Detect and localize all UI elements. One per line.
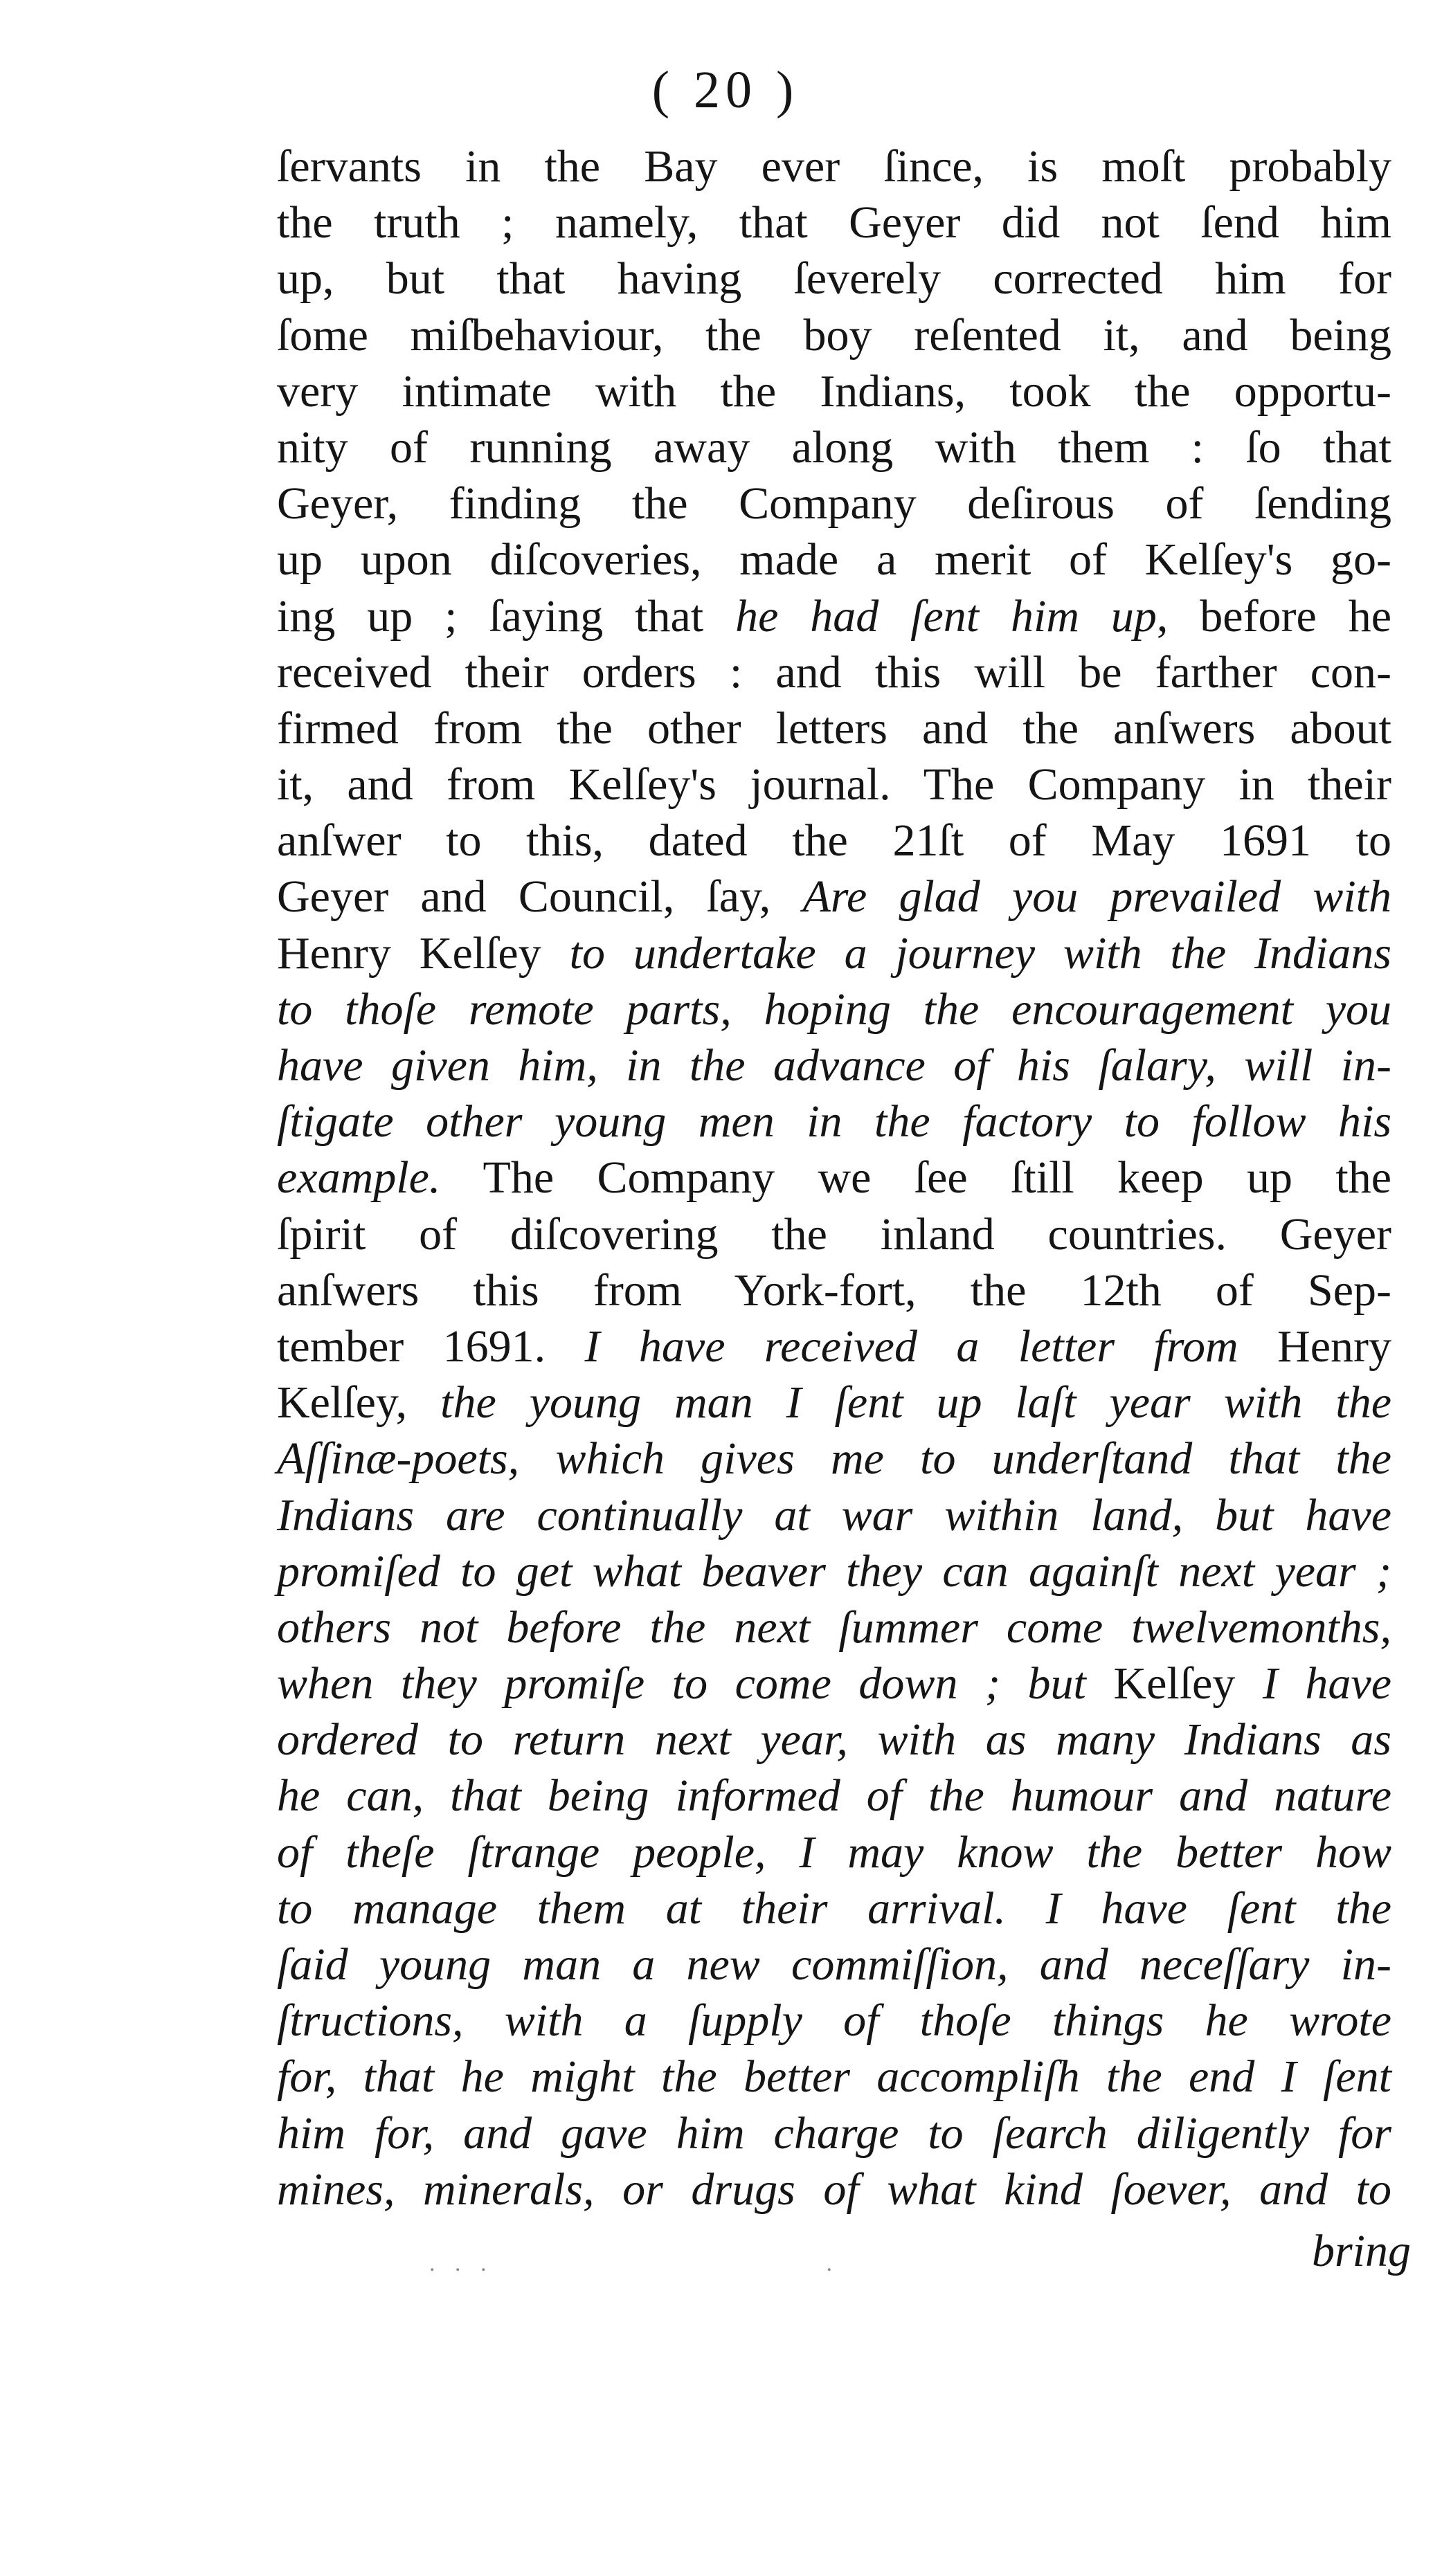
text-line <box>277 813 1391 869</box>
italic-run: to thoſe remote parts, hoping the encouragement you <box>277 983 1391 1035</box>
roman-run: Geyer, finding the Company deſirous of ſending <box>277 478 1391 529</box>
roman-run: tember 1691. <box>277 1321 585 1372</box>
roman-run: , before he <box>1156 590 1392 642</box>
text-line <box>277 1206 1391 1262</box>
italic-run: have given him, in the advance of his ſalary, will in- <box>277 1040 1391 1091</box>
text-line <box>277 700 1391 756</box>
text-line <box>277 1599 1391 1656</box>
text-line <box>277 1318 1391 1375</box>
italic-run: the young man I ſent up laſt year with the <box>440 1377 1391 1428</box>
roman-run: Kelſey <box>1085 1658 1263 1709</box>
text-line <box>277 1993 1391 2049</box>
text-line <box>277 981 1391 1037</box>
italic-run: I have <box>1262 1658 1391 1709</box>
roman-run: anſwers this from York-fort, the 12th of Sep- <box>277 1264 1391 1316</box>
text-line <box>277 532 1391 588</box>
text-line <box>277 251 1391 307</box>
text-line <box>277 644 1391 700</box>
italic-run: Indians are continually at war within land, but have <box>277 1489 1391 1541</box>
text-line <box>277 1037 1391 1094</box>
roman-run: very intimate with the Indians, took the opportu- <box>277 365 1391 417</box>
italic-run: example. <box>277 1152 441 1204</box>
text-line <box>277 1543 1391 1599</box>
page-number: ( 20 ) <box>651 61 800 119</box>
italic-run: ſaid young man a new commiſſion, and neceſſary in- <box>277 1939 1391 1990</box>
text-line <box>277 588 1391 644</box>
roman-run: anſwer to this, dated the 21ſt of May 1691 to <box>277 815 1391 867</box>
roman-run: ſome miſbehaviour, the boy reſented it, and being <box>277 309 1391 361</box>
text-line <box>277 2161 1391 2217</box>
text-line <box>277 869 1391 925</box>
italic-run: of theſe ſtrange people, I may know the better how <box>277 1826 1391 1878</box>
text-line <box>277 1656 1391 1712</box>
italic-run: mines, minerals, or drugs of what kind ſoever, and to <box>277 2164 1391 2215</box>
italic-run: ordered to return next year, with as many Indians as <box>277 1714 1391 1766</box>
italic-run: I have received a letter from <box>584 1321 1238 1372</box>
italic-run: he can, that being informed of the humour and nature <box>277 1770 1391 1822</box>
roman-run: up upon diſcoveries, made a merit of Kelſey's go- <box>277 534 1391 586</box>
text-line <box>277 475 1391 532</box>
roman-run: ſervants in the Bay ever ſince, is moſt probably <box>277 141 1391 192</box>
text-line <box>277 363 1391 419</box>
italic-run: Are glad you prevailed with <box>802 871 1392 923</box>
italic-run: to undertake a journey with the Indians <box>569 927 1391 979</box>
italic-run: ſtigate other young men in the factory to follow his <box>277 1096 1391 1148</box>
text-line <box>277 2105 1391 2161</box>
text-line <box>277 1936 1391 1993</box>
roman-run: Henry <box>1238 1321 1391 1372</box>
text-line <box>277 925 1391 981</box>
roman-run: The Company we ſee ſtill keep up the <box>440 1152 1391 1204</box>
text-line <box>277 138 1391 194</box>
roman-run: ſpirit of diſcovering the inland countries. Geyer <box>277 1208 1391 1260</box>
text-line <box>277 756 1391 813</box>
italic-run: him for, and gave him charge to ſearch diligently for <box>277 2107 1391 2159</box>
text-line <box>277 1880 1391 1936</box>
text-line <box>277 1375 1391 1431</box>
text-line <box>277 194 1391 251</box>
print-specks: . . . . <box>429 2251 839 2276</box>
roman-run: Geyer and Council, ſay, <box>277 871 803 923</box>
roman-run: Henry Kelſey <box>277 927 570 979</box>
roman-run: it, and from Kelſey's journal. The Company in their <box>277 759 1391 810</box>
catchword: bring <box>1311 2226 1411 2276</box>
roman-run: Kelſey, <box>277 1377 441 1428</box>
text-line <box>277 1712 1391 1768</box>
text-line <box>277 1431 1391 1487</box>
text-line <box>277 1824 1391 1880</box>
italic-run: when they promiſe to come down ; but <box>277 1658 1086 1709</box>
roman-run: received their orders : and this will be farther con- <box>277 646 1391 698</box>
text-line <box>277 307 1391 363</box>
italic-run: Aſſinæ-poets, which gives me to underſtand that the <box>277 1433 1391 1485</box>
roman-run: up, but that having ſeverely corrected him for <box>277 253 1391 305</box>
italic-run: others not before the next ſummer come twelvemonths, <box>277 1602 1391 1653</box>
text-line <box>277 419 1391 475</box>
roman-run: nity of running away along with them : ſo that <box>277 421 1391 473</box>
text-line <box>277 1262 1391 1318</box>
italic-run: he had ſent him up <box>735 590 1157 642</box>
text-line <box>277 2049 1391 2105</box>
text-line <box>277 1150 1391 1206</box>
italic-run: ſtructions, with a ſupply of thoſe things he wrote <box>277 1995 1391 2047</box>
italic-run: for, that he might the better accompliſh the end I ſent <box>277 2051 1391 2103</box>
text-line <box>277 1487 1391 1543</box>
text-line <box>277 1094 1391 1150</box>
body-text <box>277 138 1391 2217</box>
roman-run: the truth ; namely, that Geyer did not ſend him <box>277 197 1391 248</box>
roman-run: ing up ; ſaying that <box>277 590 736 642</box>
text-line <box>277 1768 1391 1824</box>
italic-run: to manage them at their arrival. I have ſent the <box>277 1883 1391 1934</box>
italic-run: promiſed to get what beaver they can againſt next year ; <box>277 1545 1391 1597</box>
roman-run: firmed from the other letters and the anſwers about <box>277 702 1391 754</box>
